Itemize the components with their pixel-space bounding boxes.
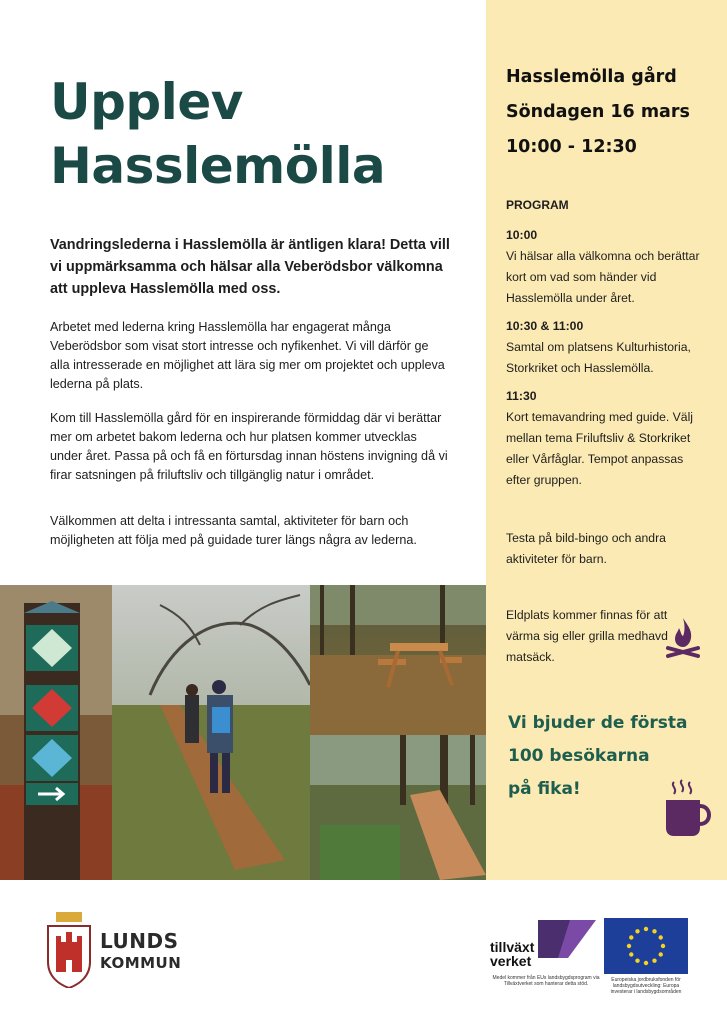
- lund-line-1: LUNDS: [100, 929, 179, 953]
- offer-line-3: på fika!: [508, 779, 581, 799]
- campfire-icon: [664, 614, 702, 660]
- lunds-kommun-crest-icon: [46, 912, 92, 988]
- eu-star: [627, 944, 631, 948]
- program-item-time: 11:30: [506, 389, 537, 403]
- photo-forest-boardwalk: [310, 735, 486, 880]
- eu-caption: Europeiska jordbruksfonden för landsbygdsutveckling: Europa investerar i landsbygdsområden: [610, 977, 682, 995]
- kids-note: Testa på bild-bingo och andra aktiviteter för barn.: [506, 531, 666, 566]
- photo-collage: [0, 585, 486, 880]
- eu-star: [659, 952, 663, 956]
- eu-star: [644, 961, 648, 965]
- eu-star: [644, 927, 648, 931]
- program-item-text: Kort temavandring med guide. Välj mellan tema Friluftsliv & Storkriket eller Vårfåglar. Tempot anpassas efter gruppen.: [506, 410, 693, 487]
- eu-star: [629, 952, 633, 956]
- lund-line-2: KOMMUN: [100, 954, 182, 972]
- coffee-cup-icon: [662, 778, 714, 838]
- title-line-2: Hasslemölla: [50, 137, 386, 195]
- program-item: [506, 225, 711, 309]
- eu-star: [652, 959, 656, 963]
- program-item: [506, 316, 711, 379]
- event-date: Söndagen 16 mars: [506, 102, 690, 122]
- program-title: PROGRAM: [506, 198, 569, 212]
- paragraph-1: Arbetet med lederna kring Hasslemölla har engagerat många Veberödsbor som visat stort intresse och nyfikenhet. Vi vill därför ge alla intresserade en möjlighet att lära sig mer om projektet och uppleva lederna på plats.: [50, 320, 445, 391]
- photo-walkers: [112, 585, 310, 880]
- eu-star: [635, 959, 639, 963]
- intro-text: Vandringslederna i Hasslemölla är äntligen klara! Detta vill vi uppmärksamma och hälsar alla Veberödsbor välkomna att uppleva Hasslemölla med oss.: [50, 237, 450, 297]
- event-place: Hasslemölla gård: [506, 67, 677, 87]
- event-details: [506, 60, 690, 165]
- eu-star: [661, 944, 665, 948]
- event-time: 10:00 - 12:30: [506, 137, 637, 157]
- lunds-kommun-wordmark: [100, 930, 181, 974]
- program-item-time: 10:00: [506, 228, 538, 242]
- tillvaxt-line-1: tillväxt: [490, 939, 535, 955]
- paragraph-2: Kom till Hasslemölla gård för en inspirerande förmiddag där vi berättar mer om arbetet bakom lederna och hur platsen kommer utvecklas under året. Passa på och få en förtursdag innan höstens invigning då vi firar satsningen på friluftsliv och tillgänglig natur i området.: [50, 411, 448, 482]
- photo-picnic-table: [310, 585, 486, 735]
- offer-line-2: 100 besökarna: [508, 746, 650, 766]
- fire-note: Eldplats kommer finnas för att värma sig eller grilla medhavd matsäck.: [506, 608, 668, 664]
- title-line-1: Upplev: [50, 73, 243, 131]
- program-item-text: Samtal om platsens Kulturhistoria, Storkriket och Hasslemölla.: [506, 340, 691, 375]
- eu-star: [635, 929, 639, 933]
- program-item-text: Vi hälsar alla välkomna och berättar kort om vad som händer vid Hasslemölla under året.: [506, 249, 700, 305]
- paragraph-3: Välkommen att delta i intressanta samtal, aktiviteter för barn och möjligheten att följa med på guidade turer längs några av lederna.: [50, 514, 417, 547]
- program-item-time: 10:30 & 11:00: [506, 319, 584, 333]
- tillvaxt-line-2: verket: [490, 953, 532, 969]
- eu-star: [629, 935, 633, 939]
- tillvaxtverket-wordmark: [490, 940, 534, 968]
- fika-offer: [508, 707, 688, 806]
- eu-star: [652, 929, 656, 933]
- tillvaxtverket-caption: Medel kommer från EUs landsbygdsprogram via Tillväxtverket som hanterar detta stöd.: [492, 975, 600, 987]
- eu-flag-icon: [604, 918, 688, 974]
- program-item: [506, 386, 711, 491]
- eu-star: [659, 935, 663, 939]
- offer-line-1: Vi bjuder de första: [508, 713, 688, 733]
- photo-trail-marker: [0, 585, 112, 880]
- page-title: [50, 70, 385, 198]
